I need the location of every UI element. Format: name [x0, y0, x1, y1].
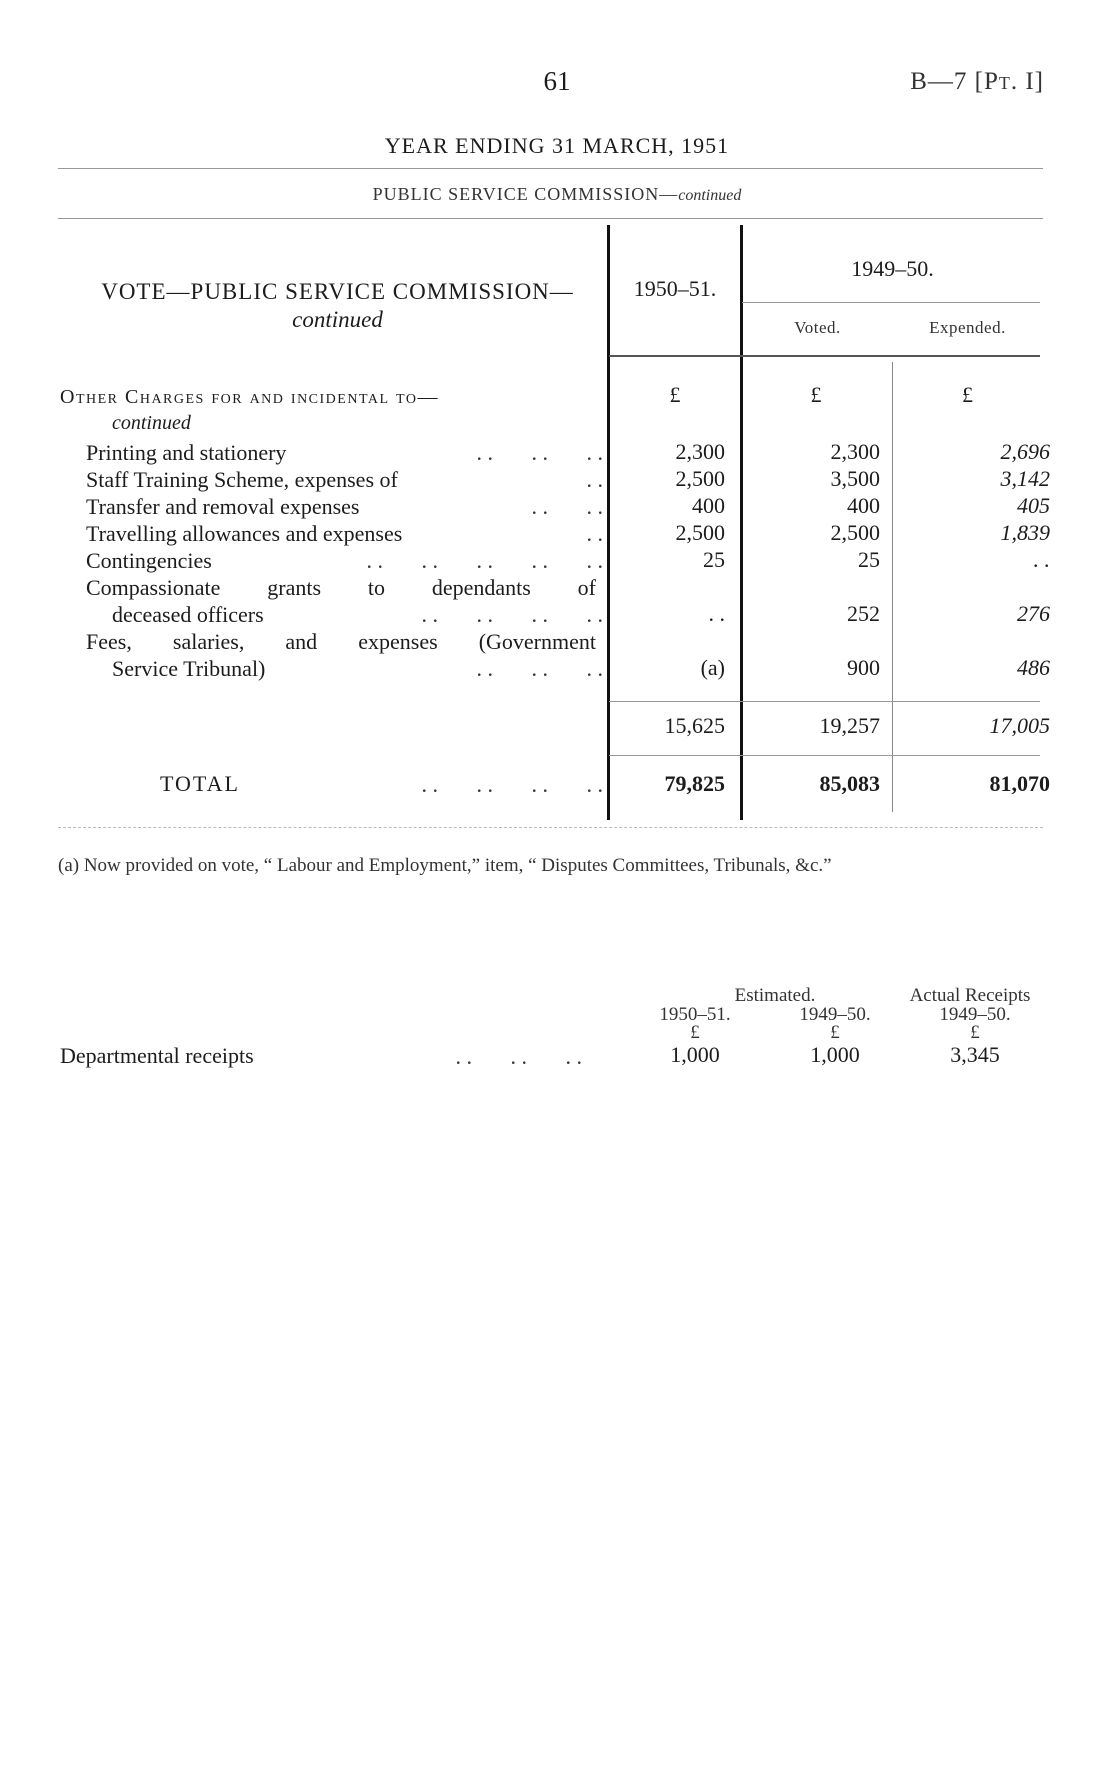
- total-label: TOTAL: [160, 771, 240, 796]
- receipts-column-actual: 1949–50.: [939, 1004, 1011, 1025]
- year-split-rule: [742, 302, 1040, 303]
- dot-leader: . . . .: [531, 494, 603, 519]
- table-row-continuation: [86, 655, 611, 682]
- section-title-cont: continued: [678, 187, 742, 204]
- subtotal-voted: 19,257: [819, 713, 880, 738]
- page-reference: [910, 68, 1044, 96]
- table-bottom-rule: [58, 827, 1043, 828]
- total-expended: 81,070: [989, 771, 1050, 796]
- cell-voted: 2,500: [830, 520, 880, 545]
- column-expended: Expended.: [929, 318, 1006, 337]
- group-heading-cont: continued: [112, 412, 191, 434]
- header-divider: [58, 168, 1043, 169]
- subtotal-rule: [609, 701, 1040, 702]
- section-divider: [58, 218, 1043, 219]
- cell-1950: 25: [703, 547, 725, 572]
- cell-voted: 900: [847, 655, 880, 680]
- subtotal-expended: 17,005: [989, 713, 1050, 738]
- row-label: Staff Training Scheme, expenses of: [86, 467, 398, 492]
- column-rule-3: [892, 362, 893, 812]
- total-1950: 79,825: [664, 771, 725, 796]
- receipts-column-1949: 1949–50.: [799, 1004, 871, 1025]
- dot-leader: . .: [586, 521, 603, 546]
- footnote: (a) Now provided on vote, “ Labour and Employment,” item, “ Disputes Committees, Tribunals, &c.”: [58, 855, 832, 876]
- table-row: [86, 439, 611, 466]
- row-label: Fees, salaries, and expenses (Government: [86, 629, 596, 654]
- page-ref-prefix: B—7 [: [910, 68, 984, 95]
- cell-1950: (a): [700, 655, 725, 680]
- page-number: 61: [543, 66, 571, 96]
- cell-voted: 2,300: [830, 439, 880, 464]
- year-title: YEAR ENDING 31 MARCH, 1951: [384, 133, 730, 158]
- row-label: Travelling allowances and expenses: [86, 521, 403, 546]
- receipts-value-1950: 1,000: [670, 1042, 720, 1067]
- cell-expended: 405: [1017, 493, 1050, 518]
- cell-expended: 486: [1017, 655, 1050, 680]
- currency-1950: £: [669, 382, 681, 407]
- dot-leader: . . . . . . . . . .: [366, 548, 603, 573]
- cell-1950: 400: [692, 493, 725, 518]
- row-label: Compassionate grants to dependants of: [86, 575, 596, 600]
- table-row: [86, 520, 611, 547]
- table-row: [86, 574, 611, 601]
- vote-title-text: VOTE—PUBLIC SERVICE COMMISSION—: [101, 279, 574, 304]
- column-voted: Voted.: [794, 318, 841, 337]
- vote-title: [70, 278, 605, 334]
- dot-leader: . .: [586, 467, 603, 492]
- table-row-continuation: [86, 601, 611, 628]
- table-row: [86, 547, 611, 574]
- column-1950-51: 1950–51.: [633, 276, 717, 301]
- subtotal-1950: 15,625: [664, 713, 725, 738]
- row-label-cont: deceased officers: [112, 602, 264, 627]
- cell-voted: 400: [847, 493, 880, 518]
- table-row: [86, 466, 611, 493]
- currency-expended: £: [962, 382, 973, 407]
- receipts-label: Departmental receipts: [60, 1043, 254, 1068]
- total-leader-row: [86, 771, 611, 798]
- dot-leader: . . . . . .: [476, 656, 603, 681]
- page-ref-suffix: I]: [1018, 68, 1044, 95]
- cell-expended: 276: [1017, 601, 1050, 626]
- vote-title-cont: continued: [292, 307, 383, 332]
- dot-leader: . . . . . .: [455, 1044, 582, 1069]
- receipts-column-1950: 1950–51.: [659, 1004, 731, 1025]
- cell-voted: 252: [847, 601, 880, 626]
- total-rule: [609, 755, 1040, 756]
- column-rule-2: [740, 225, 743, 820]
- receipts-currency-actual: £: [970, 1022, 980, 1043]
- group-heading: Other Charges for and incidental to—: [60, 386, 439, 408]
- receipts-actual-heading: Actual Receipts: [909, 985, 1031, 1006]
- row-label: Transfer and removal expenses: [86, 494, 360, 519]
- receipts-leader-row: [300, 1043, 590, 1070]
- receipts-value-actual: 3,345: [950, 1042, 1000, 1067]
- total-voted: 85,083: [819, 771, 880, 796]
- cell-voted: 25: [858, 547, 880, 572]
- dot-leader: . . . . . .: [476, 440, 603, 465]
- cell-1950: 2,300: [675, 439, 725, 464]
- cell-expended: 2,696: [1000, 439, 1050, 464]
- row-label: Printing and stationery: [86, 440, 287, 465]
- cell-voted: 3,500: [830, 466, 880, 491]
- cell-expended: 3,142: [1000, 466, 1050, 491]
- table-row: [86, 628, 611, 655]
- receipts-currency-1950: £: [690, 1022, 700, 1043]
- column-1949-50: 1949–50.: [851, 256, 934, 281]
- page-ref-part: Pt.: [983, 68, 1019, 95]
- dot-leader: . . . . . . . .: [421, 602, 603, 627]
- table-row: [86, 493, 611, 520]
- row-label: Contingencies: [86, 548, 212, 573]
- cell-1950: 2,500: [675, 466, 725, 491]
- section-title-text: PUBLIC SERVICE COMMISSION—: [372, 184, 679, 204]
- dot-leader: . . . . . . . .: [421, 772, 603, 797]
- cell-1950: 2,500: [675, 520, 725, 545]
- cell-1950: . .: [708, 601, 725, 626]
- section-title: [0, 184, 1114, 205]
- receipts-value-1949: 1,000: [810, 1042, 860, 1067]
- table-header-rule: [609, 355, 1040, 357]
- currency-voted: £: [810, 382, 822, 407]
- cell-expended: 1,839: [1000, 520, 1050, 545]
- receipts-estimated-heading: Estimated.: [734, 985, 816, 1006]
- row-label-cont: Service Tribunal): [112, 656, 266, 681]
- receipts-currency-1949: £: [830, 1022, 840, 1043]
- cell-expended: . .: [1033, 547, 1050, 572]
